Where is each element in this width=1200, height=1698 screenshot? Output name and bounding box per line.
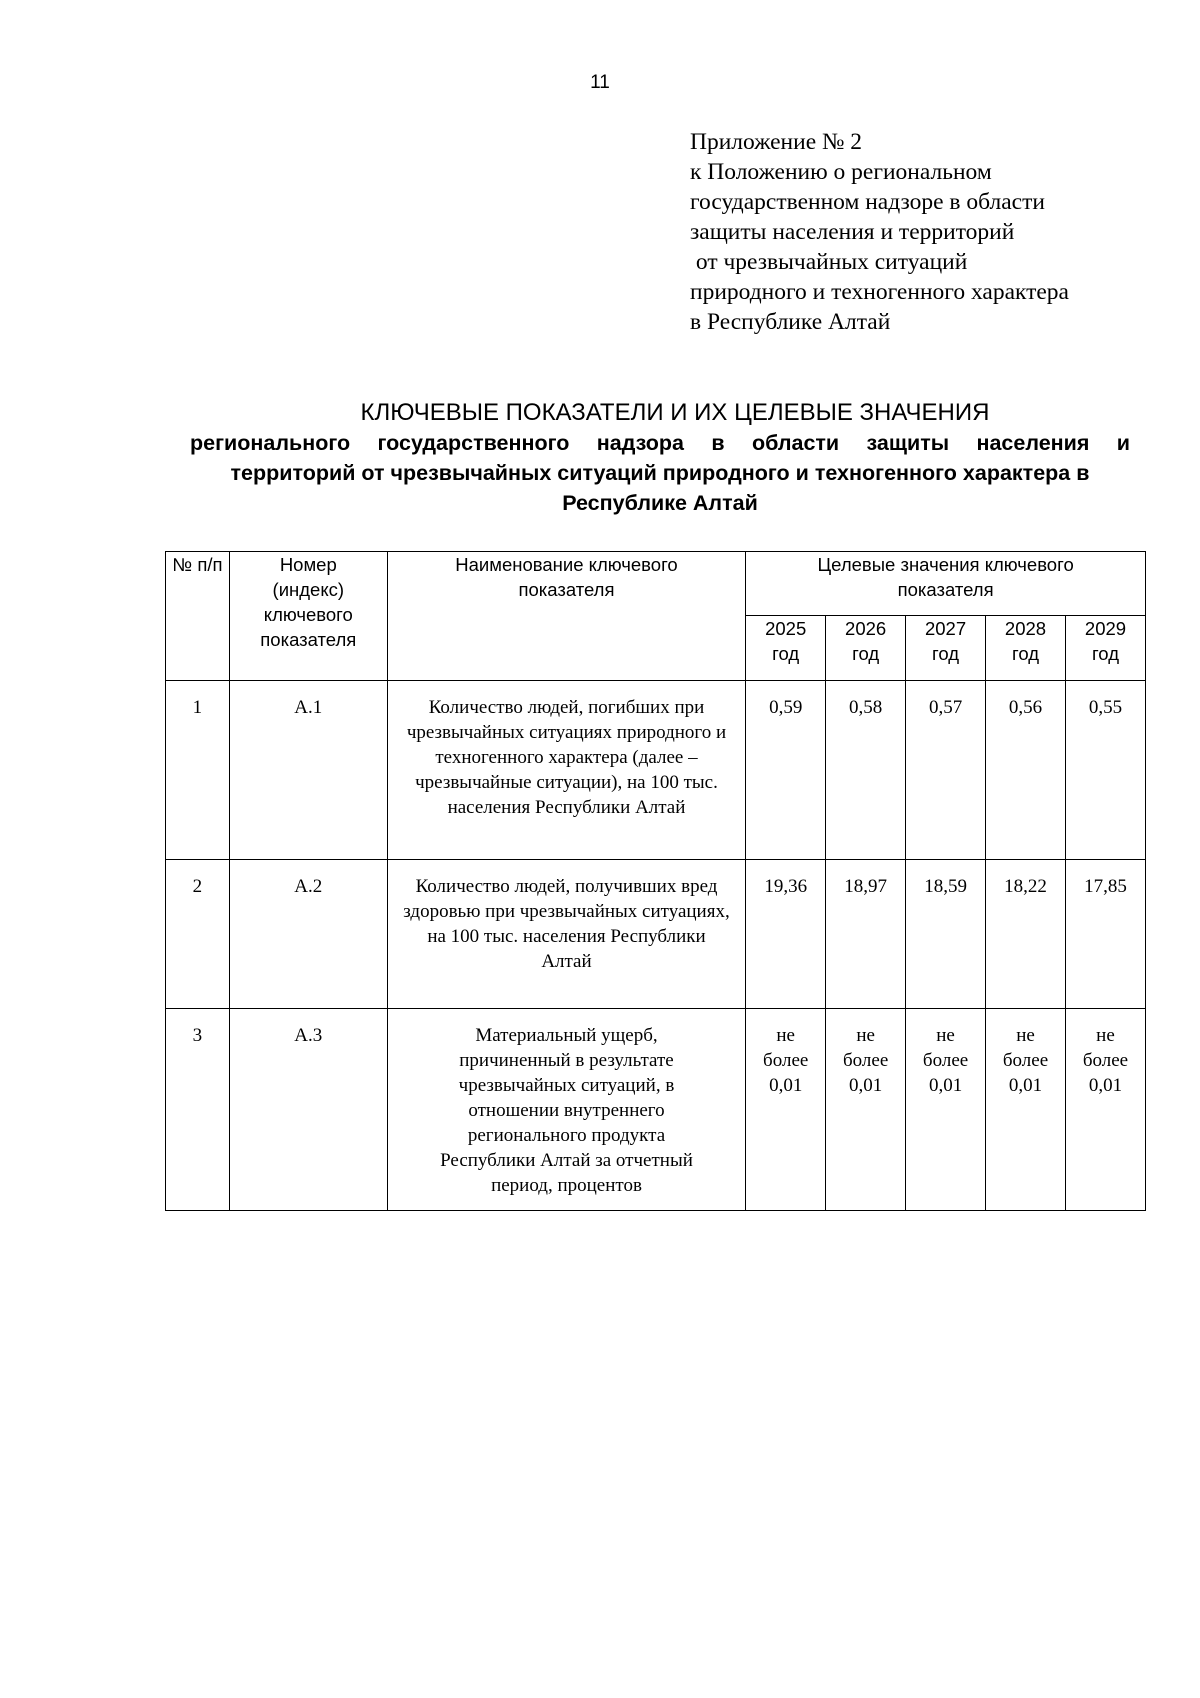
row-value: 0,57: [906, 681, 986, 860]
appendix-block: [690, 127, 1190, 337]
row-value: не более 0,01: [746, 1009, 826, 1211]
row-indicator-name: Материальный ущерб, причиненный в результате чрезвычайных ситуаций, в отношении внутреннего регионального продукта Республики Алтай за отчетный период, процентов: [387, 1009, 745, 1211]
header-index: [229, 552, 387, 681]
row-value: не более 0,01: [906, 1009, 986, 1211]
header-year: [746, 616, 826, 681]
document-subtitle-line: территорий от чрезвычайных ситуаций природного и техногенного характера в: [230, 461, 1090, 485]
row-value: 18,97: [826, 860, 906, 1009]
row-number: 2: [166, 860, 230, 1009]
row-value: 18,59: [906, 860, 986, 1009]
document-subtitle-line: Республике Алтай: [562, 491, 758, 515]
header-targets-text: Целевые значения ключевого показателя: [817, 554, 1074, 600]
document-title: КЛЮЧЕВЫЕ ПОКАЗАТЕЛИ И ИХ ЦЕЛЕВЫЕ ЗНАЧЕНИЯ: [360, 399, 990, 426]
header-year: [826, 616, 906, 681]
appendix-line: от чрезвычайных ситуаций: [690, 249, 968, 275]
header-year-text: 2028 год: [1004, 618, 1047, 664]
table-header-row: [166, 552, 1146, 616]
row-value: 18,22: [986, 860, 1066, 1009]
header-year-text: 2025 год: [765, 618, 807, 664]
row-value: не более 0,01: [826, 1009, 906, 1211]
header-year-text: 2029 год: [1084, 618, 1127, 664]
header-year-text: 2027 год: [924, 618, 967, 664]
row-value: 19,36: [746, 860, 826, 1009]
row-value: не более 0,01: [1065, 1009, 1145, 1211]
appendix-line: защиты населения и территорий: [690, 219, 1015, 245]
table-row: [166, 681, 1146, 860]
row-indicator-name: Количество людей, погибших при чрезвычайных ситуациях природного и техногенного характера (далее – чрезвычайные ситуации), на 100 тыс. населения Республики Алтай: [387, 681, 745, 860]
header-name: [387, 552, 745, 681]
header-year-text: 2026 год: [845, 618, 887, 664]
row-value: не более 0,01: [986, 1009, 1066, 1211]
row-number: 3: [166, 1009, 230, 1211]
document-subtitle-line: регионального государственного надзора в области защиты населения и: [190, 431, 1130, 455]
row-value: 17,85: [1065, 860, 1145, 1009]
row-value: 0,59: [746, 681, 826, 860]
table-row: [166, 1009, 1146, 1211]
row-number: 1: [166, 681, 230, 860]
appendix-line: в Республике Алтай: [690, 309, 891, 335]
page-number: 11: [590, 72, 610, 93]
document-heading: [190, 398, 1130, 518]
header-name-text: Наименование ключевого показателя: [455, 554, 678, 600]
appendix-line: природного и техногенного характера: [690, 279, 1069, 305]
header-year: [1065, 616, 1145, 681]
header-year: [986, 616, 1066, 681]
header-num: [166, 552, 230, 681]
row-index: А.1: [229, 681, 387, 860]
row-value: 0,55: [1065, 681, 1145, 860]
table-row: [166, 860, 1146, 1009]
header-year: [906, 616, 986, 681]
header-targets: [746, 552, 1146, 616]
row-index: А.3: [229, 1009, 387, 1211]
row-value: 0,58: [826, 681, 906, 860]
appendix-line: Приложение № 2: [690, 129, 863, 155]
appendix-line: государственном надзоре в области: [690, 189, 1045, 215]
header-num-text: № п/п: [172, 554, 223, 575]
header-index-text: Номер (индекс) ключевого показателя: [260, 554, 357, 650]
row-index: А.2: [229, 860, 387, 1009]
row-indicator-name: Количество людей, получивших вред здоровью при чрезвычайных ситуациях, на 100 тыс. населения Республики Алтай: [387, 860, 745, 1009]
row-value: 0,56: [986, 681, 1066, 860]
appendix-line: к Положению о региональном: [690, 159, 992, 185]
indicators-table: [165, 551, 1146, 1211]
